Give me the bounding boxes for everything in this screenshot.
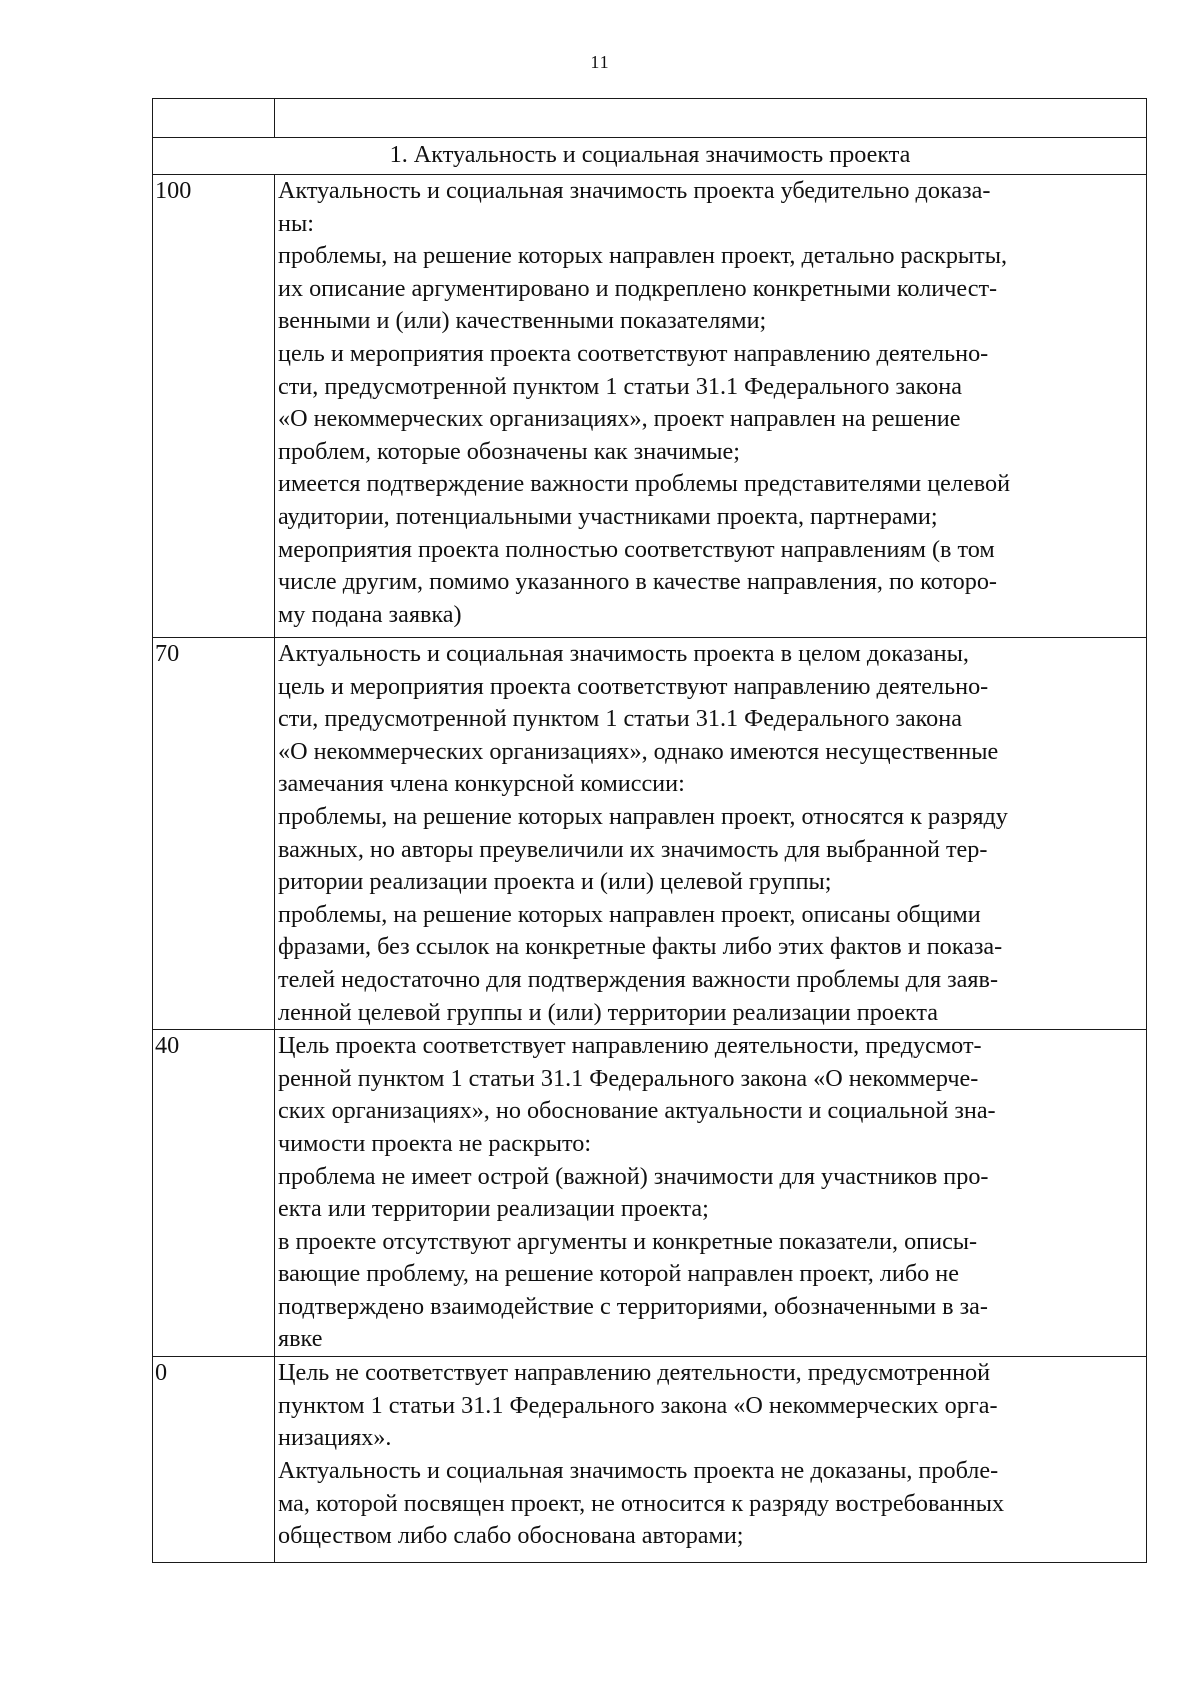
description-cell (275, 638, 1147, 1030)
description-line: проблемы, на решение которых направлен проект, относятся к разряду (278, 802, 1008, 830)
description-line: ма, которой посвящен проект, не относится к разряду востребованных (278, 1489, 1005, 1517)
score-cell: 40 (153, 1030, 275, 1357)
description-line: екта или территории реализации проекта; (278, 1195, 709, 1223)
description-line: Актуальность и социальная значимость проекта убедительно доказа- (278, 177, 991, 204)
description-line: проблема не имеет острой (важной) значимости для участников про- (278, 1162, 989, 1190)
description-line: сти, предусмотренной пунктом 1 статьи 31.1 Федерального закона (278, 372, 962, 400)
description-line: цель и мероприятия проекта соответствуют направлению деятельно- (278, 672, 989, 700)
description-line: цель и мероприятия проекта соответствуют направлению деятельно- (278, 339, 989, 367)
description-line: ренной пунктом 1 статьи 31.1 Федерального закона «О некоммерче- (278, 1064, 979, 1092)
description-line: низациях». (278, 1424, 392, 1452)
table-row (153, 1357, 1147, 1563)
description-line: Актуальность и социальная значимость проекта не доказаны, пробле- (278, 1456, 999, 1484)
description-line: Цель проекта соответствует направлению деятельности, предусмот- (278, 1032, 982, 1060)
page-number: 11 (590, 52, 610, 72)
score-cell: 100 (153, 175, 275, 638)
description-line: проблемы, на решение которых направлен проект, детально раскрыты, (278, 242, 1008, 270)
description-line: фразами, без ссылок на конкретные факты либо этих фактов и показа- (278, 933, 1003, 961)
table-header-row (153, 99, 1147, 138)
description-line: ны: (278, 209, 314, 237)
description-line: ленной целевой группы и (или) территории реализации проекта (278, 998, 938, 1026)
description-line: венными и (или) качественными показателями; (278, 307, 767, 335)
score-cell: 0 (153, 1357, 275, 1563)
description-line: «О некоммерческих организациях», проект направлен на решение (278, 405, 961, 433)
table-row (153, 638, 1147, 1030)
description-line: их описание аргументировано и подкреплено конкретными количест- (278, 274, 998, 302)
description-line: проблемы, на решение которых направлен проект, описаны общими (278, 900, 981, 928)
table-row (153, 175, 1147, 638)
description-line: пунктом 1 статьи 31.1 Федерального закона «О некоммерческих орга- (278, 1391, 998, 1419)
description-cell (275, 1030, 1147, 1357)
table-row (153, 1030, 1147, 1357)
description-line: сти, предусмотренной пунктом 1 статьи 31.1 Федерального закона (278, 705, 962, 733)
description-line: чимости проекта не раскрыто: (278, 1129, 592, 1157)
description-line: мероприятия проекта полностью соответствуют направлениям (в том (278, 535, 995, 563)
description-line: замечания члена конкурсной комиссии: (278, 770, 685, 798)
description-line: имеется подтверждение важности проблемы представителями целевой (278, 470, 1011, 498)
description-line: в проекте отсутствуют аргументы и конкретные показатели, описы- (278, 1227, 978, 1255)
description-line: Актуальность и социальная значимость проекта в целом доказаны, (278, 640, 969, 667)
description-line: числе другим, помимо указанного в качестве направления, по которо- (278, 568, 997, 596)
description-line: аудитории, потенциальными участниками проекта, партнерами; (278, 502, 938, 530)
description-line: проблем, которые обозначены как значимые; (278, 437, 741, 465)
description-cell (275, 1357, 1147, 1563)
header-cell-description (275, 99, 1147, 138)
description-line: ритории реализации проекта и (или) целевой группы; (278, 868, 832, 896)
section-title: 1. Актуальность и социальная значимость проекта (153, 138, 1147, 175)
evaluation-criteria-table (152, 98, 1147, 1563)
description-line: подтверждено взаимодействие с территориями, обозначенными в за- (278, 1292, 988, 1320)
description-cell (275, 175, 1147, 638)
header-cell-score (153, 99, 275, 138)
description-line: телей недостаточно для подтверждения важности проблемы для заяв- (278, 965, 999, 993)
score-cell: 70 (153, 638, 275, 1030)
description-line: явке (278, 1325, 323, 1353)
description-line: Цель не соответствует направлению деятельности, предусмотренной (278, 1359, 991, 1387)
description-line: му подана заявка) (278, 600, 462, 628)
description-line: вающие проблему, на решение которой направлен проект, либо не (278, 1260, 959, 1288)
description-line: обществом либо слабо обоснована авторами; (278, 1522, 744, 1550)
description-line: важных, но авторы преувеличили их значимость для выбранной тер- (278, 835, 988, 863)
description-line: ских организациях», но обоснование актуальности и социальной зна- (278, 1097, 996, 1125)
section-title-row (153, 138, 1147, 175)
description-line: «О некоммерческих организациях», однако имеются несущественные (278, 737, 999, 765)
